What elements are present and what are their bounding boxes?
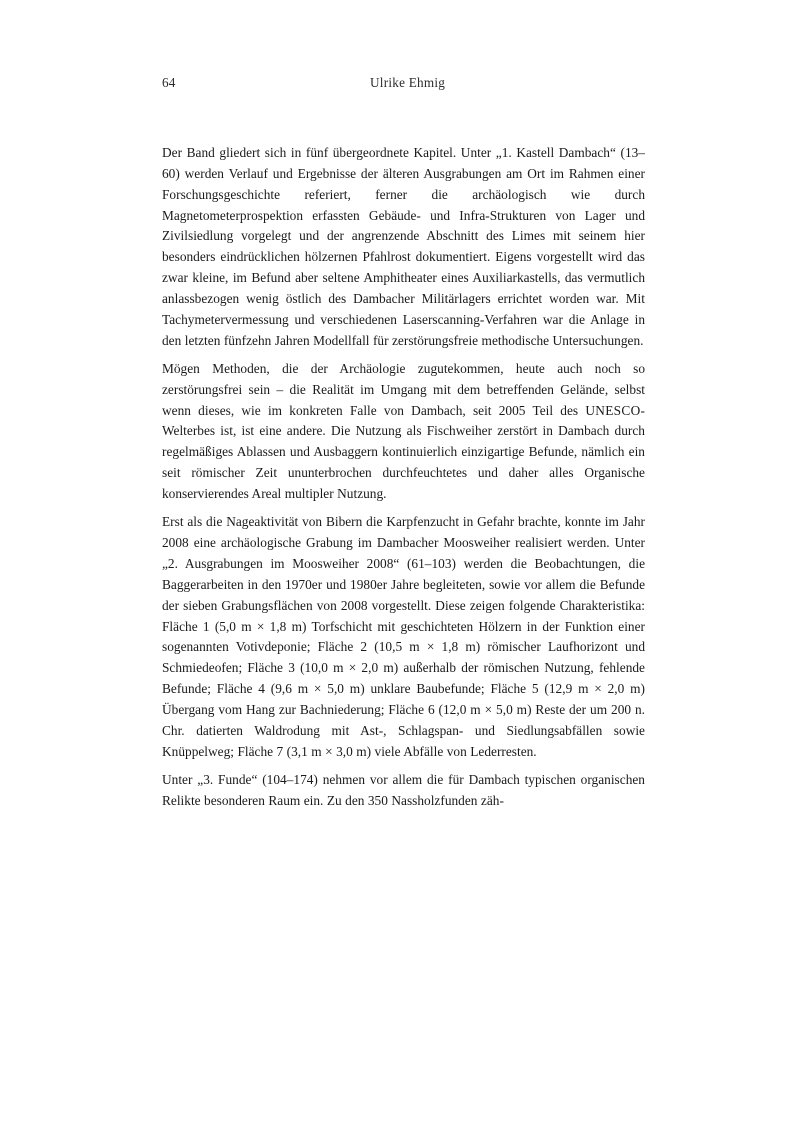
unesco-acronym: UNESCO	[585, 402, 641, 418]
body-text-column	[162, 143, 645, 812]
paragraph-2	[162, 359, 645, 505]
paragraph-3: Erst als die Nageaktivität von Bibern die Karpfenzucht in Gefahr brachte, konnte im Jahr 2008 eine archäologische Grabung im Dambacher Moosweiher realisiert werden. Unter „2. Ausgrabungen im Moosweiher 2008“ (61–103) werden die Beobachtungen, die Baggerarbeiten in den 1970er und 1980er Jahre begleiteten, sowie vor allem die Befunde der sieben Grabungsflächen von 2008 vorgestellt. Diese zeigen folgende Charakteristika: Fläche 1 (5,0 m × 1,8 m) Torfschicht mit geschichteten Hölzern in der Funktion einer sogenannten Votivdeponie; Fläche 2 (10,5 m × 1,8 m) römischer Laufhorizont und Schmiedeofen; Fläche 3 (10,0 m × 2,0 m) außerhalb der römischen Nutzung, fehlende Befunde; Fläche 4 (9,6 m × 5,0 m) unklare Baubefunde; Fläche 5 (12,9 m × 2,0 m) Übergang vom Hang zur Bachniederung; Fläche 6 (12,0 m × 5,0 m) Reste der um 200 n. Chr. datierten Waldrodung mit Ast-, Schlagspan- und Siedlungsabfällen sowie Knüppelweg; Fläche 7 (3,1 m × 3,0 m) viele Abfälle von Lederresten.	[162, 514, 645, 759]
paragraph-2-text-after-acronym: -Welterbes ist, ist eine andere. Die Nutzung als Fischweiher zerstört in Dambach durch regelmäßiges Ablassen und Ausbaggern kontinuierlich einzigartige Befunde, nämlich ein seit römischer Zeit ununterbrochen durchfeuchtetes und daher alles Organische konservierendes Areal multipler Nutzung.	[162, 402, 645, 501]
paragraph-2-text-before-acronym: Mögen Methoden, die der Archäologie zugutekommen, heute auch noch so zerstörungsfrei sein – die Realität im Umgang mit dem betreffenden Gelände, selbst wenn dieses, wie im konkreten Falle von Dambach, seit 2005 Teil des	[162, 360, 645, 418]
running-head	[162, 74, 643, 92]
paragraph-4: Unter „3. Funde“ (104–174) nehmen vor allem die für Dambach typischen organischen Relikte besonderen Raum ein. Zu den 350 Nassholzfunden zäh-	[162, 771, 645, 808]
page-number: 64	[162, 75, 176, 90]
paragraph-1: Der Band gliedert sich in fünf übergeordnete Kapitel. Unter „1. Kastell Dambach“ (13–60) werden Verlauf und Ergebnisse der älteren Ausgrabungen am Ort im Rahmen einer Forschungsgeschichte referiert, ferner die archäologisch wie durch Magnetometerprospektion erfassten Gebäude- und Infra-Strukturen von Lager und Zivilsiedlung vorgelegt und der angrenzende Abschnitt des Limes mit seinem hier besonders eindrücklichen hölzernen Pfahlrost dokumentiert. Eigens vorgestellt wird das zwar kleine, im Befund aber seltene Amphitheater eines Auxiliarkastells, das vermutlich anlassbezogen wenig östlich des Dambacher Militärlagers errichtet worden war. Mit Tachymetervermessung und verschiedenen Laserscanning-Verfahren war die Anlage in den letzten fünfzehn Jahren Modellfall für zerstörungsfreie methodische Untersuchungen.	[162, 145, 645, 348]
running-head-author: Ulrike Ehmig	[370, 75, 446, 90]
